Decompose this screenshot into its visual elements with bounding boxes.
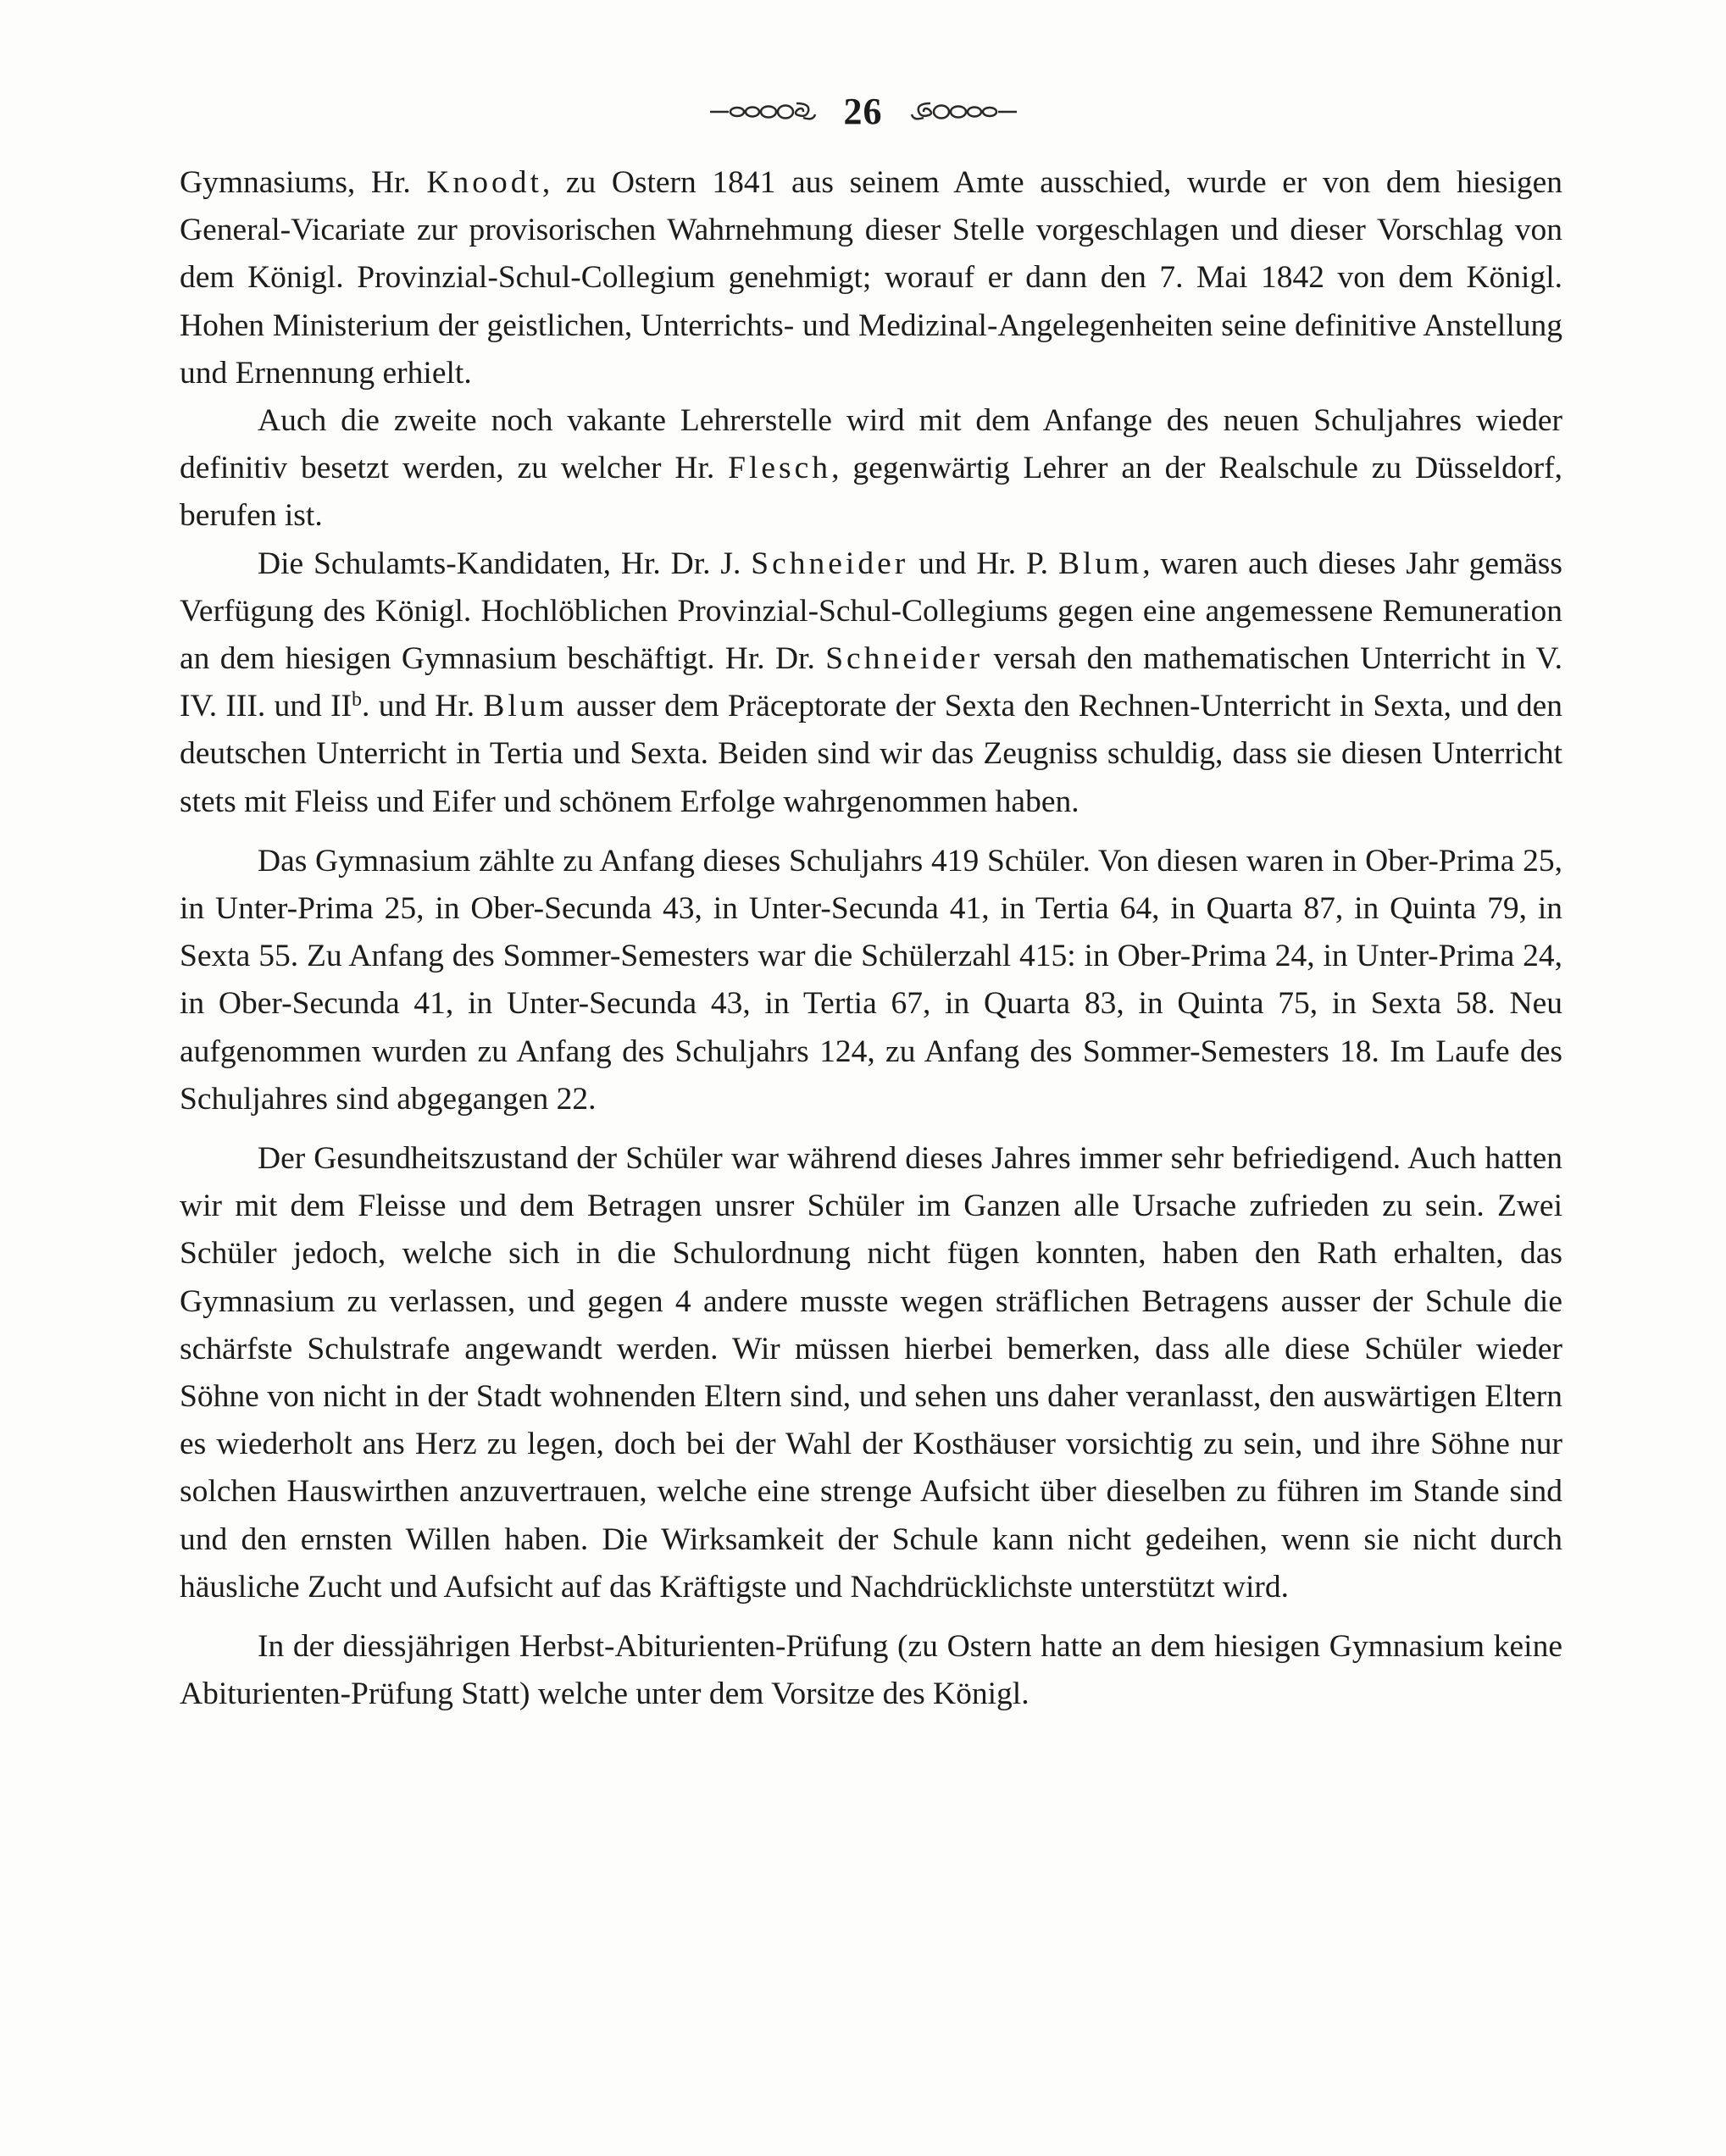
body-text [180,159,1562,1719]
page-header [0,86,1726,137]
name-flesch: Flesch [728,451,832,486]
text-run: , waren auch dieses Jahr gemäss Verfügung des Königl. Hochlöblichen Provinzial-Schul-Collegiums gegen eine angemessene Remuneration an dem hiesigen Gymnasium beschäftigt. Hr. Dr. [180,546,1562,677]
text-run: . und Hr. [362,689,484,724]
text-run: , gegenwärtig Lehrer an der Realschule zu Düsseldorf, berufen ist. [180,451,1562,534]
paragraph-vacant-position [180,397,1562,540]
text-run: Auch die zweite noch vakante Lehrerstelle wird mit dem Anfange des neuen Schuljahres wieder definitiv besetzt werden, zu welcher Hr. [180,403,1562,486]
paragraph-exam: In der diessjährigen Herbst-Abiturienten-Prüfung (zu Ostern hatte an dem hiesigen Gymnasium keine Abiturienten-Prüfung Statt) welche unter dem Vorsitze des Königl. [180,1629,1562,1712]
name-blum: Blum [1057,546,1143,581]
name-schneider: Schneider [751,546,909,581]
flourish-right-icon [908,99,1018,125]
name-schneider: Schneider [825,641,984,677]
text-run: , zu Ostern 1841 aus seinem Amte ausschied, wurde er von dem hiesigen General-Vicariate zur provisorischen Wahrnehmung dieser Stelle vorgeschlagen und dieser Vorschlag von dem Königl. Provinzial-Schul-Collegium genehmigt; worauf er dann den 7. Mai 1842 von dem Königl. Hohen Ministerium der geistlichen, Unterrichts- und Medizinal-Angelegenheiten seine definitive Anstellung und Ernennung erhielt. [180,165,1562,391]
text-run: Gymnasiums, Hr. [180,165,427,200]
text-run: ausser dem Präceptorate der Sexta den Rechnen-Unterricht in Sexta, und den deutschen Unterricht in Tertia und Sexta. Beiden sind wir das Zeugniss schuldig, dass sie diesen Unterricht stets mit Fleiss und Eifer und schönem Erfolge wahrgenommen haben. [180,689,1562,819]
superscript: b [352,689,363,712]
page-number: 26 [843,91,883,132]
name-knoodt: Knoodt [426,165,542,200]
paragraph-health-conduct: Der Gesundheitszustand der Schüler war während dieses Jahres immer sehr befriedigend. Auch hatten wir mit dem Fleisse und dem Betragen unsrer Schüler im Ganzen alle Ursache zufrieden zu sein. Zwei Schüler jedoch, welche sich in die Schulordnung nicht fügen konnten, haben den Rath erhalten, das Gymnasium zu verlassen, und gegen 4 andere musste wegen sträflichen Betragens ausser der Schule die schärfste Schulstrafe angewandt werden. Wir müssen hierbei bemerken, dass alle diese Schüler wieder Söhne von nicht in der Stadt wohnenden Eltern sind, und sehen uns daher veranlasst, den auswärtigen Eltern es wiederholt ans Herz zu legen, doch bei der Wahl der Kosthäuser vorsichtig zu sein, und ihre Söhne nur solchen Hauswirthen anzuvertrauen, welche eine strenge Aufsicht über dieselben zu führen im Stande sind und den ernsten Willen haben. Die Wirksamkeit der Schule kann nicht gedeihen, wenn sie nicht durch häusliche Zucht und Aufsicht auf das Kräftigste und Nachdrücklichste unterstützt wird. [180,1141,1562,1605]
paragraph-candidates [180,540,1562,826]
text-run: versah den mathematischen Unterricht in V. IV. III. und II [180,641,1562,724]
text-run: und Hr. P. [908,546,1058,581]
paragraph-student-counts: Das Gymnasium zählte zu Anfang dieses Schuljahrs 419 Schüler. Von diesen waren in Ober-Prima 25, in Unter-Prima 25, in Ober-Secunda 43, in Unter-Secunda 41, in Tertia 64, in Quarta 87, in Quinta 79, in Sexta 55. Zu Anfang des Sommer-Semesters war die Schülerzahl 415: in Ober-Prima 24, in Unter-Prima 24, in Ober-Secunda 41, in Unter-Secunda 43, in Tertia 67, in Quarta 83, in Quinta 75, in Sexta 58. Neu aufgenommen wurden zu Anfang des Schuljahrs 124, zu Anfang des Sommer-Semesters 18. Im Laufe des Schuljahres sind abgegangen 22. [180,843,1562,1117]
paragraph-knoodt [180,159,1562,397]
flourish-left-icon [708,99,819,125]
text-run: Die Schulamts-Kandidaten, Hr. Dr. J. [258,546,752,581]
name-blum: Blum [483,689,568,724]
